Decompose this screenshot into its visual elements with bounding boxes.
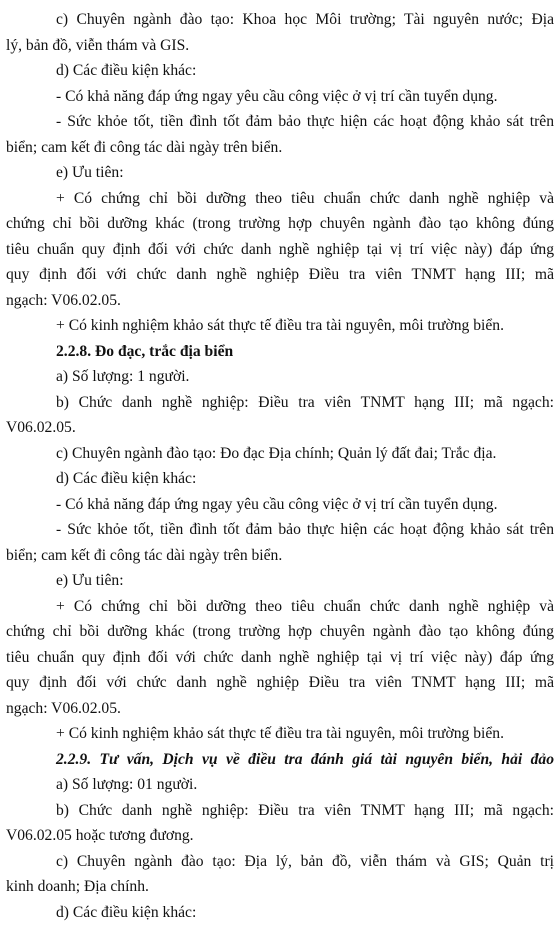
doc-line: tiêu chuẩn quy định đối với chức danh nghề nghiệp tại vị trí việc này) đáp ứng xyxy=(6,237,554,263)
doc-line: + Có kinh nghiệm khảo sát thực tế điều tra tài nguyên, môi trường biển. xyxy=(6,721,554,747)
doc-line: c) Chuyên ngành đào tạo: Khoa học Môi trường; Tài nguyên nước; Địa xyxy=(6,7,554,33)
doc-line: chứng chỉ bồi dưỡng khác (trong trường hợp chuyên ngành đào tạo không đúng xyxy=(6,619,554,645)
doc-line: V06.02.05. xyxy=(6,415,554,441)
doc-line: c) Chuyên ngành đào tạo: Địa lý, bản đồ, viễn thám và GIS; Quản trị xyxy=(6,849,554,875)
doc-line: quy định đối với chức danh nghề nghiệp Điều tra viên TNMT hạng III; mã xyxy=(6,670,554,696)
doc-line: V06.02.05 hoặc tương đương. xyxy=(6,823,554,849)
doc-line: + Có chứng chỉ bồi dưỡng theo tiêu chuẩn chức danh nghề nghiệp và xyxy=(6,186,554,212)
doc-line: b) Chức danh nghề nghiệp: Điều tra viên TNMT hạng III; mã ngạch: xyxy=(6,390,554,416)
doc-line: kinh doanh; Địa chính. xyxy=(6,874,554,900)
doc-line: ngạch: V06.02.05. xyxy=(6,288,554,314)
doc-line: a) Số lượng: 01 người. xyxy=(6,772,554,798)
doc-line: chứng chỉ bồi dưỡng khác (trong trường hợp chuyên ngành đào tạo không đúng xyxy=(6,211,554,237)
doc-line: b) Chức danh nghề nghiệp: Điều tra viên TNMT hạng III; mã ngạch: xyxy=(6,798,554,824)
doc-line: lý, bản đồ, viễn thám và GIS. xyxy=(6,33,554,59)
doc-line: quy định đối với chức danh nghề nghiệp Điều tra viên TNMT hạng III; mã xyxy=(6,262,554,288)
doc-line: d) Các điều kiện khác: xyxy=(6,466,554,492)
doc-line: + Có kinh nghiệm khảo sát thực tế điều tra tài nguyên, môi trường biển. xyxy=(6,313,554,339)
section-heading: 2.2.9. Tư vấn, Dịch vụ về điều tra đánh giá tài nguyên biển, hải đảo xyxy=(6,747,554,773)
doc-line: - Có khả năng đáp ứng ngay yêu cầu công việc ở vị trí cần tuyển dụng. xyxy=(6,84,554,110)
doc-line: + Có chứng chỉ bồi dưỡng theo tiêu chuẩn chức danh nghề nghiệp và xyxy=(6,594,554,620)
doc-line: c) Chuyên ngành đào tạo: Đo đạc Địa chính; Quản lý đất đai; Trắc địa. xyxy=(6,441,554,467)
doc-line: biển; cam kết đi công tác dài ngày trên biển. xyxy=(6,135,554,161)
doc-line: ngạch: V06.02.05. xyxy=(6,696,554,722)
doc-line: tiêu chuẩn quy định đối với chức danh nghề nghiệp tại vị trí việc này) đáp ứng xyxy=(6,645,554,671)
section-heading: 2.2.8. Đo đạc, trắc địa biển xyxy=(6,339,554,365)
doc-line: d) Các điều kiện khác: xyxy=(6,900,554,925)
doc-line: d) Các điều kiện khác: xyxy=(6,58,554,84)
doc-line: - Sức khỏe tốt, tiền đình tốt đảm bảo thực hiện các hoạt động khảo sát trên xyxy=(6,517,554,543)
doc-line: e) Ưu tiên: xyxy=(6,160,554,186)
doc-line: biển; cam kết đi công tác dài ngày trên biển. xyxy=(6,543,554,569)
doc-line: e) Ưu tiên: xyxy=(6,568,554,594)
doc-line: - Sức khỏe tốt, tiền đình tốt đảm bảo thực hiện các hoạt động khảo sát trên xyxy=(6,109,554,135)
doc-line: a) Số lượng: 1 người. xyxy=(6,364,554,390)
doc-line: - Có khả năng đáp ứng ngay yêu cầu công việc ở vị trí cần tuyển dụng. xyxy=(6,492,554,518)
